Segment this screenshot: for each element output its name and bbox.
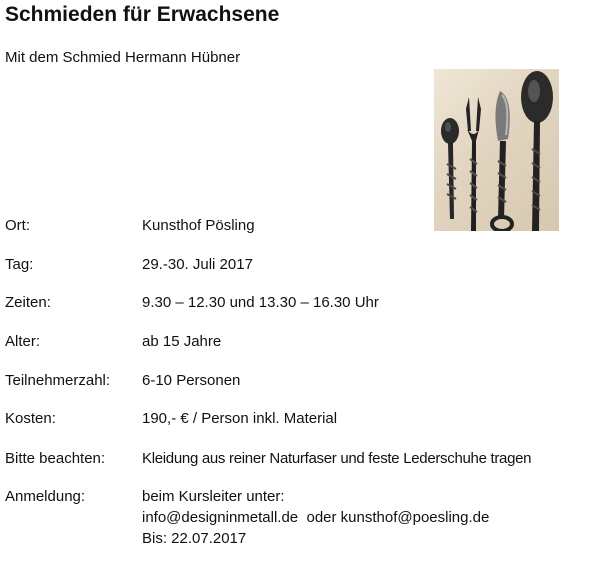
registration-line-contact: beim Kursleiter unter: — [142, 488, 285, 505]
detail-label-tag: Tag: — [5, 256, 34, 273]
detail-value-bitte-beachten: Kleidung aus reiner Naturfaser und feste Lederschuhe tragen — [142, 450, 532, 467]
knife-icon — [492, 91, 512, 231]
spoon-large-icon — [521, 71, 553, 231]
detail-label-alter: Alter: — [5, 333, 41, 350]
detail-value-teilnehmerzahl: 6-10 Personen — [142, 372, 241, 389]
registration-label: Anmeldung: — [5, 488, 86, 505]
registration-line-deadline: Bis: 22.07.2017 — [142, 530, 247, 547]
detail-label-teilnehmerzahl: Teilnehmerzahl: — [5, 372, 111, 389]
detail-label-bitte-beachten: Bitte beachten: — [5, 450, 106, 467]
detail-value-kosten: 190,- € / Person inkl. Material — [142, 410, 338, 427]
detail-label-ort: Ort: — [5, 217, 30, 234]
spoon-small-icon — [441, 118, 459, 219]
detail-value-alter: ab 15 Jahre — [142, 333, 222, 350]
registration-line-emails: info@designinmetall.de oder kunsthof@poesling.de — [142, 509, 490, 526]
forged-cutlery-photo — [434, 69, 559, 231]
detail-label-kosten: Kosten: — [5, 410, 56, 427]
detail-label-zeiten: Zeiten: — [5, 294, 51, 311]
fork-icon — [466, 97, 481, 231]
registration-details — [142, 486, 489, 549]
detail-value-zeiten: 9.30 – 12.30 und 13.30 – 16.30 Uhr — [142, 294, 379, 311]
detail-value-tag: 29.-30. Juli 2017 — [142, 256, 253, 273]
page-title: Schmieden für Erwachsene — [5, 3, 280, 26]
page-subtitle: Mit dem Schmied Hermann Hübner — [5, 49, 241, 66]
detail-value-ort: Kunsthof Pösling — [142, 217, 255, 234]
